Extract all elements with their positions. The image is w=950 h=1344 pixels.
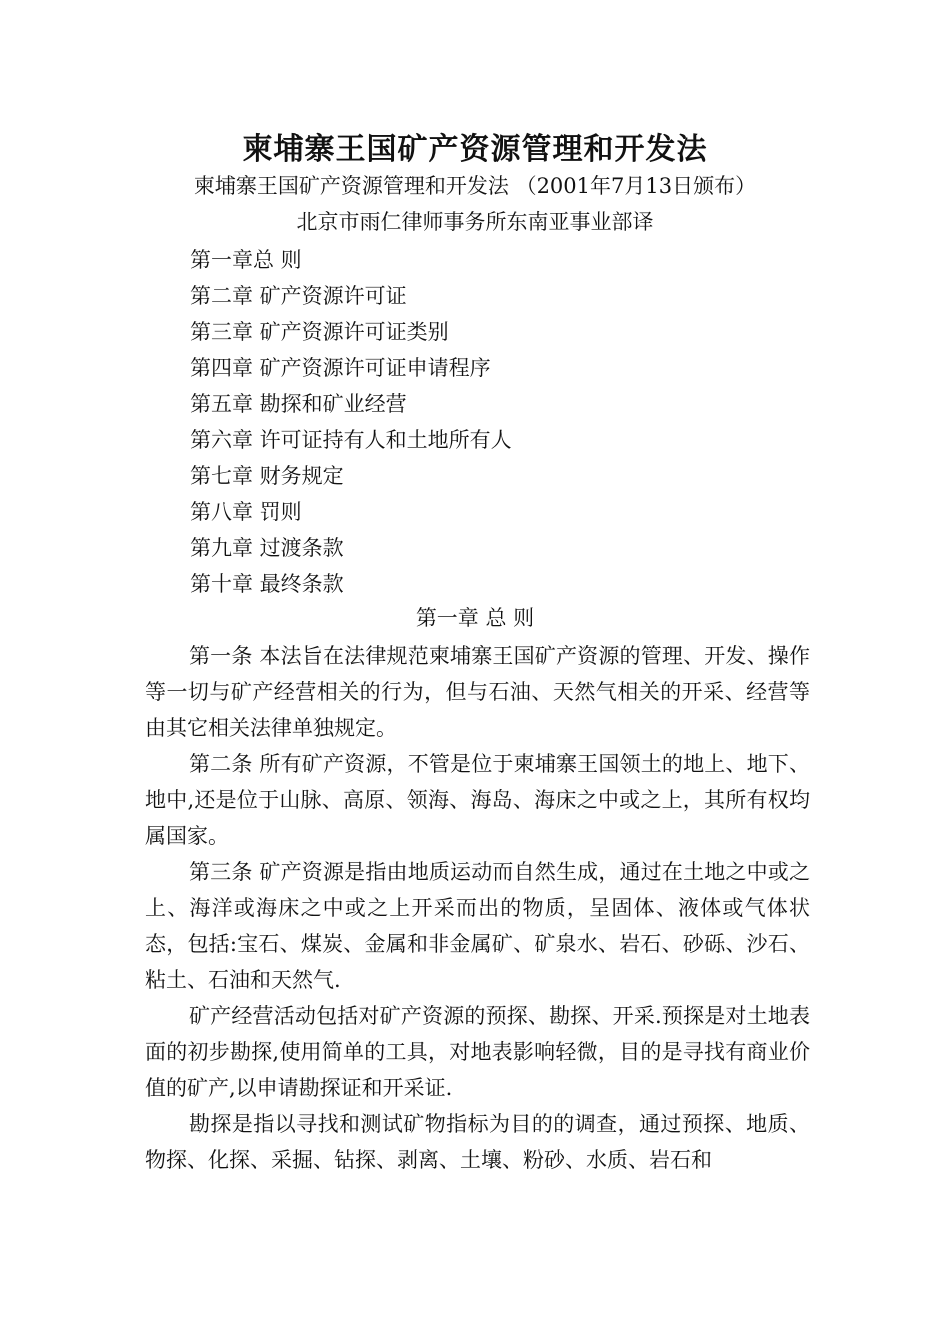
toc-item: 第八章 罚则	[190, 500, 302, 524]
toc-item: 第十章 最终条款	[190, 572, 344, 596]
chapter-body	[145, 638, 810, 1178]
table-of-contents	[190, 242, 512, 602]
article-paragraph: 第二条 所有矿产资源，不管是位于柬埔寨王国领土的地上、地下、地中,还是位于山脉、高原、领海、海岛、海床之中或之上，其所有权均属国家。	[145, 752, 810, 848]
chapter-heading: 第一章 总 则	[415, 606, 535, 630]
article-paragraph: 第三条 矿产资源是指由地质运动而自然生成，通过在土地之中或之上、海洋或海床之中或之上开采而出的物质，呈固体、液体或气体状态，包括:宝石、煤炭、金属和非金属矿、矿泉水、岩石、砂砾、沙石、粘土、石油和天然气.	[145, 860, 810, 992]
article-paragraph: 勘探是指以寻找和测试矿物指标为目的的调查，通过预探、地质、物探、化探、采掘、钻探、剥离、土壤、粉砂、水质、岩石和	[145, 1112, 810, 1172]
translator-credit: 北京市雨仁律师事务所东南亚事业部译	[296, 210, 654, 234]
toc-item: 第六章 许可证持有人和土地所有人	[190, 428, 512, 452]
toc-item: 第九章 过渡条款	[190, 536, 344, 560]
toc-item: 第五章 勘探和矿业经营	[190, 392, 407, 416]
document-subtitle: 柬埔寨王国矿产资源管理和开发法 （2001年7月13日颁布）	[193, 174, 757, 198]
article-paragraph: 矿产经营活动包括对矿产资源的预探、勘探、开采.预探是对土地表面的初步勘探,使用简单的工具，对地表影响轻微，目的是寻找有商业价值的矿产,以申请勘探证和开采证.	[145, 1004, 810, 1100]
document-title: 柬埔寨王国矿产资源管理和开发法	[242, 132, 708, 167]
toc-item: 第二章 矿产资源许可证	[190, 284, 407, 308]
toc-item: 第七章 财务规定	[190, 464, 344, 488]
toc-item: 第三章 矿产资源许可证类别	[190, 320, 449, 344]
toc-item: 第四章 矿产资源许可证申请程序	[190, 356, 491, 380]
toc-item: 第一章总 则	[190, 248, 302, 272]
article-paragraph: 第一条 本法旨在法律规范柬埔寨王国矿产资源的管理、开发、操作等一切与矿产经营相关的行为，但与石油、天然气相关的开采、经营等由其它相关法律单独规定。	[145, 644, 810, 740]
